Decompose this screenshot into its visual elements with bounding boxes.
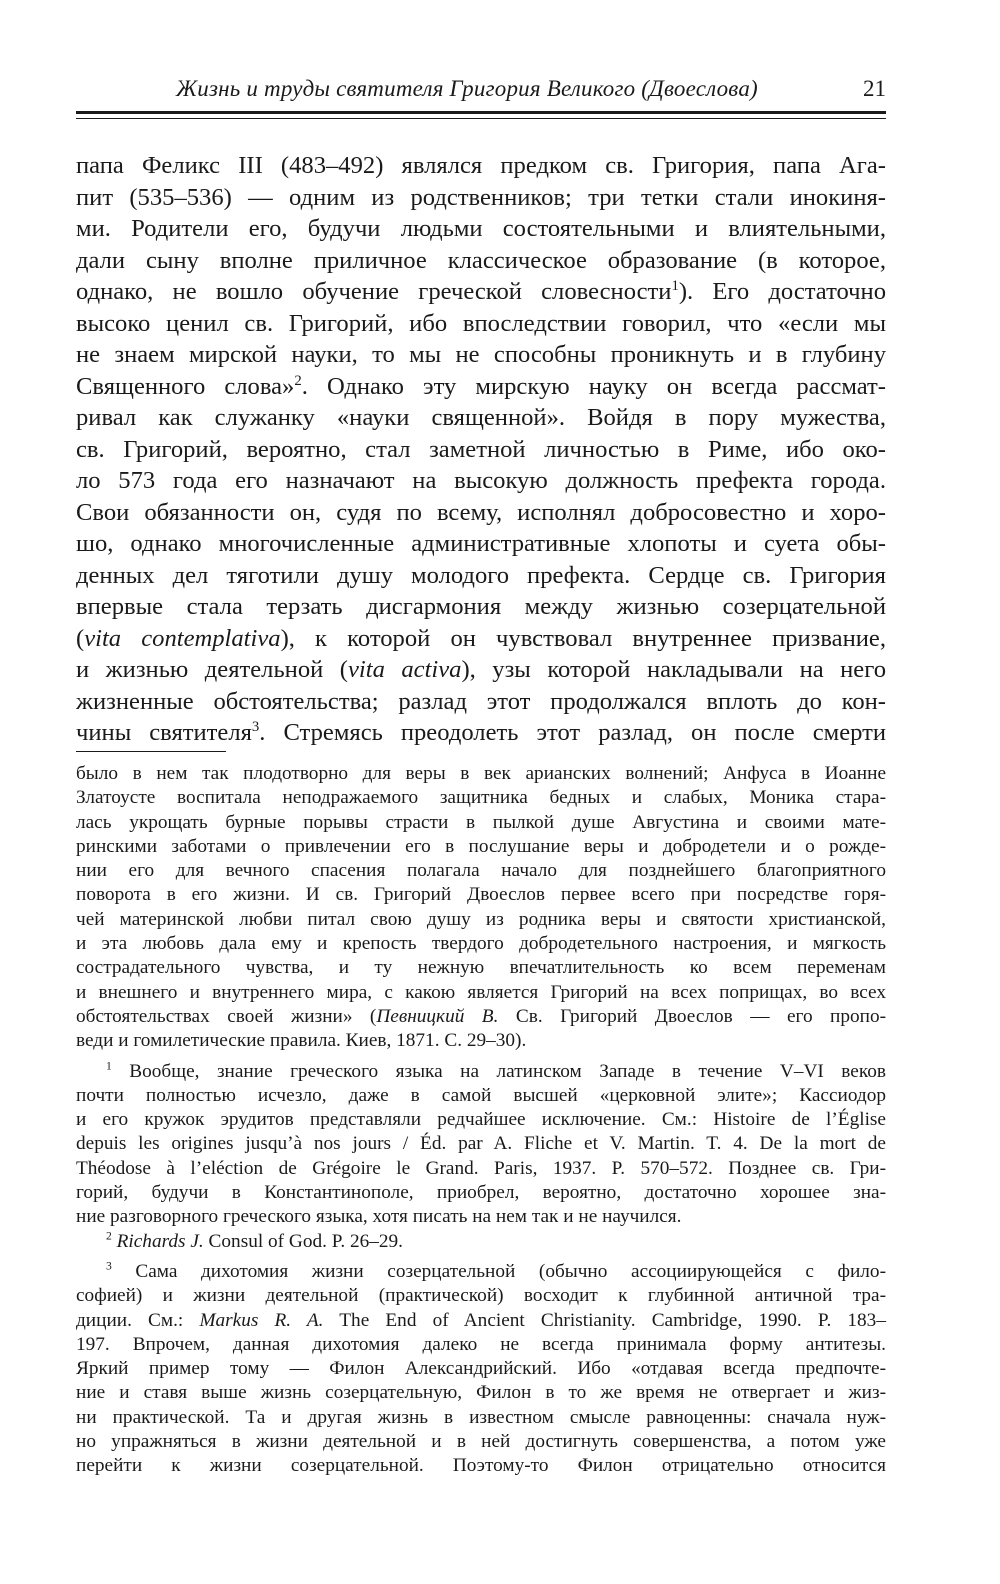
text-line: не знаем мирской науки, то мы не способны проникнуть и в глубину bbox=[76, 341, 886, 368]
footnote-line: Théodose à l’eléction de Grégoire le Grand. Paris, 1937. P. 570–572. Позднее св. Гри- bbox=[76, 1157, 886, 1179]
footnote-line: горий, будучи в Константинополе, приобрел, вероятно, достаточно хорошее зна- bbox=[76, 1182, 886, 1204]
running-title: Жизнь и труды святителя Григория Великого (Двоеслова) bbox=[176, 76, 758, 101]
text-line: папа Феликс III (483–492) являлся предком св. Григория, папа Ага- bbox=[76, 152, 886, 179]
footnote-number: 2 bbox=[106, 1229, 112, 1243]
text-line: дали сыну вполне приличное классическое образование (в которое, bbox=[76, 246, 886, 274]
text-line: жизненные обстоятельства; разлад этот продолжался вплоть до кон- bbox=[76, 687, 886, 715]
footnote-line: depuis les origines jusqu’à nos jours / Éd. par A. Fliche et V. Martin. T. 4. De la mort de bbox=[76, 1133, 886, 1155]
footnote-ref-1[interactable]: 1 bbox=[671, 277, 679, 294]
footnote-1 bbox=[76, 1060, 886, 1230]
footnote-line: но упражняться в жизни деятельной и в ней достигнуть совершенства, а потом уже bbox=[76, 1431, 886, 1453]
footnote-rule bbox=[76, 751, 226, 752]
author-name: Markus R. A. bbox=[199, 1309, 324, 1331]
footnote-line: и его кружок эрудитов представляли редчайшее исключение. См.: Histoire de l’Église bbox=[76, 1109, 886, 1131]
footnote-line: перейти к жизни созерцательной. Поэтому-то Филон отрицательно относится bbox=[76, 1455, 886, 1477]
text-line: ло 573 года его назначают на высокую должность префекта города. bbox=[76, 467, 886, 494]
text-line: ми. Родители его, будучи людьми состоятельными и влиятельными, bbox=[76, 215, 886, 242]
text-line: пит (535–536) — одним из родственников; три тетки стали инокиня- bbox=[76, 183, 886, 211]
text-line: Священного слова»$^2$. Однако эту мирскую науку он всегда рассмат- bbox=[76, 372, 886, 400]
footnote-line: Златоусте воспитала неподражаемого защитника бедных и слабых, Моника стара- bbox=[76, 787, 886, 809]
footnote-line: Яркий пример тому — Филон Александрийский. Ибо «отдавая всегда предпочте- bbox=[76, 1358, 886, 1380]
footnote-2 bbox=[76, 1230, 886, 1254]
footnote-line: ние и ставя выше жизнь созерцательную, Филон в то же время не отвергает и жиз- bbox=[76, 1382, 886, 1404]
text-line: (vita contemplativa), к которой он чувствовал внутреннее призвание, bbox=[76, 624, 886, 652]
author-name: Певницкий В. bbox=[376, 1005, 499, 1027]
text-line: Свои обязанности он, судя по всему, исполнял добросовестно и хоро- bbox=[76, 498, 886, 526]
page-number: 21 bbox=[863, 76, 886, 101]
footnote-line: чей материнской любви питал свою душу из родника веры и святости христианской, bbox=[76, 908, 886, 930]
footnote-line: ни практической. Та и другая жизнь в известном смысле равноценны: сначала нуж- bbox=[76, 1406, 886, 1428]
footnote-line: и эта любовь дала ему и крепость твердого добродетельного настроения, и мягкость bbox=[76, 933, 886, 955]
text-line: впервые стала терзать дисгармония между жизнью созерцательной bbox=[76, 593, 886, 620]
footnote-line: ние разговорного греческого языка, хотя писать на нем так и не научился. bbox=[76, 1206, 682, 1228]
footnote-line: $^2$ Richards J. Consul of God. P. 26–29. bbox=[106, 1229, 403, 1252]
text-line: однако, не вошло обучение греческой словесности$^1$). Его достаточно bbox=[76, 277, 886, 305]
text-line: чины святителя$^3$. Стремясь преодолеть этот разлад, он после смерти bbox=[76, 718, 886, 746]
footnote-line: обстоятельствах своей жизни» (Певницкий В. Св. Григорий Двоеслов — его пропо- bbox=[76, 1005, 887, 1027]
text-line: денных дел тяготили душу молодого префекта. Сердце св. Григория bbox=[76, 561, 886, 589]
latin-term: vita activa bbox=[347, 656, 462, 683]
footnote-line: диции. См.: Markus R. A. The End of Ancient Christianity. Cambridge, 1990. P. 183– bbox=[76, 1309, 886, 1331]
footnote-line: и внешнего и внутреннего мира, с какою является Григорий на всех поприщах, во всех bbox=[76, 981, 886, 1003]
footnote-line: 197. Впрочем, данная дихотомия далеко не всегда принимала форму антитезы. bbox=[76, 1333, 886, 1355]
footnote-3 bbox=[76, 1260, 886, 1479]
footnote-line: было в нем так плодотворно для веры в век арианских волнений; Анфуса в Иоанне bbox=[76, 763, 886, 784]
text-line: высоко ценил св. Григорий, ибо впоследствии говорил, что «если мы bbox=[76, 309, 886, 337]
footnote-line: поворота в его жизни. И св. Григорий Двоеслов первее всего при посредстве горя- bbox=[76, 884, 886, 906]
running-header bbox=[76, 74, 886, 114]
footnote-line: нии его для вечного спасения полагала начало для позднейшего благоприятного bbox=[76, 860, 886, 882]
footnote-line: $^3$ Сама дихотомия жизни созерцательной (обычно ассоциирующейся с фило- bbox=[106, 1259, 886, 1282]
author-name: Richards J. bbox=[111, 1230, 204, 1252]
footnotes bbox=[76, 762, 886, 1479]
footnote-line: почти полностью исчезло, даже в самой высшей «церковной элите»; Кассиодор bbox=[76, 1084, 886, 1106]
footnote-line: $^1$ Вообще, знание греческого языка на латинском Западе в течение V–VI веков bbox=[106, 1059, 886, 1082]
footnote-number: 1 bbox=[106, 1059, 112, 1073]
latin-term: vita contemplativa bbox=[84, 624, 281, 652]
text-line: и жизнью деятельной (vita activa), узы которой накладывали на него bbox=[76, 656, 886, 683]
text-line: ривал как служанку «науки священной». Войдя в пору мужества, bbox=[76, 404, 886, 431]
footnote-ref-3[interactable]: 3 bbox=[251, 718, 260, 735]
footnote-line: ринскими заботами о привлечении его в послушание веры и добродетели и о рожде- bbox=[76, 835, 886, 857]
text-line: св. Григорий, вероятно, стал заметной личностью в Риме, ибо око- bbox=[76, 435, 886, 463]
footnote-continued bbox=[76, 762, 886, 1054]
footnote-ref-2[interactable]: 2 bbox=[294, 372, 302, 389]
main-text bbox=[76, 150, 886, 749]
footnote-line: лась укрощать бурные порывы страсти в пылкой душе Августина и своими мате- bbox=[76, 811, 886, 833]
footnote-number: 3 bbox=[106, 1259, 112, 1273]
footnote-line: сострадательного чувства, и ту нежную впечатлительность ко всем переменам bbox=[76, 957, 886, 979]
header-rule bbox=[76, 111, 886, 114]
text-line: шо, однако многочисленные административные хлопоты и суета обы- bbox=[76, 530, 886, 557]
footnote-line: веди и гомилетические правила. Киев, 1871. С. 29–30). bbox=[76, 1030, 527, 1052]
header-rule-thin bbox=[76, 118, 886, 119]
footnote-line: софией) и жизни деятельной (практической) восходит к глубинной античной тра- bbox=[76, 1285, 886, 1307]
